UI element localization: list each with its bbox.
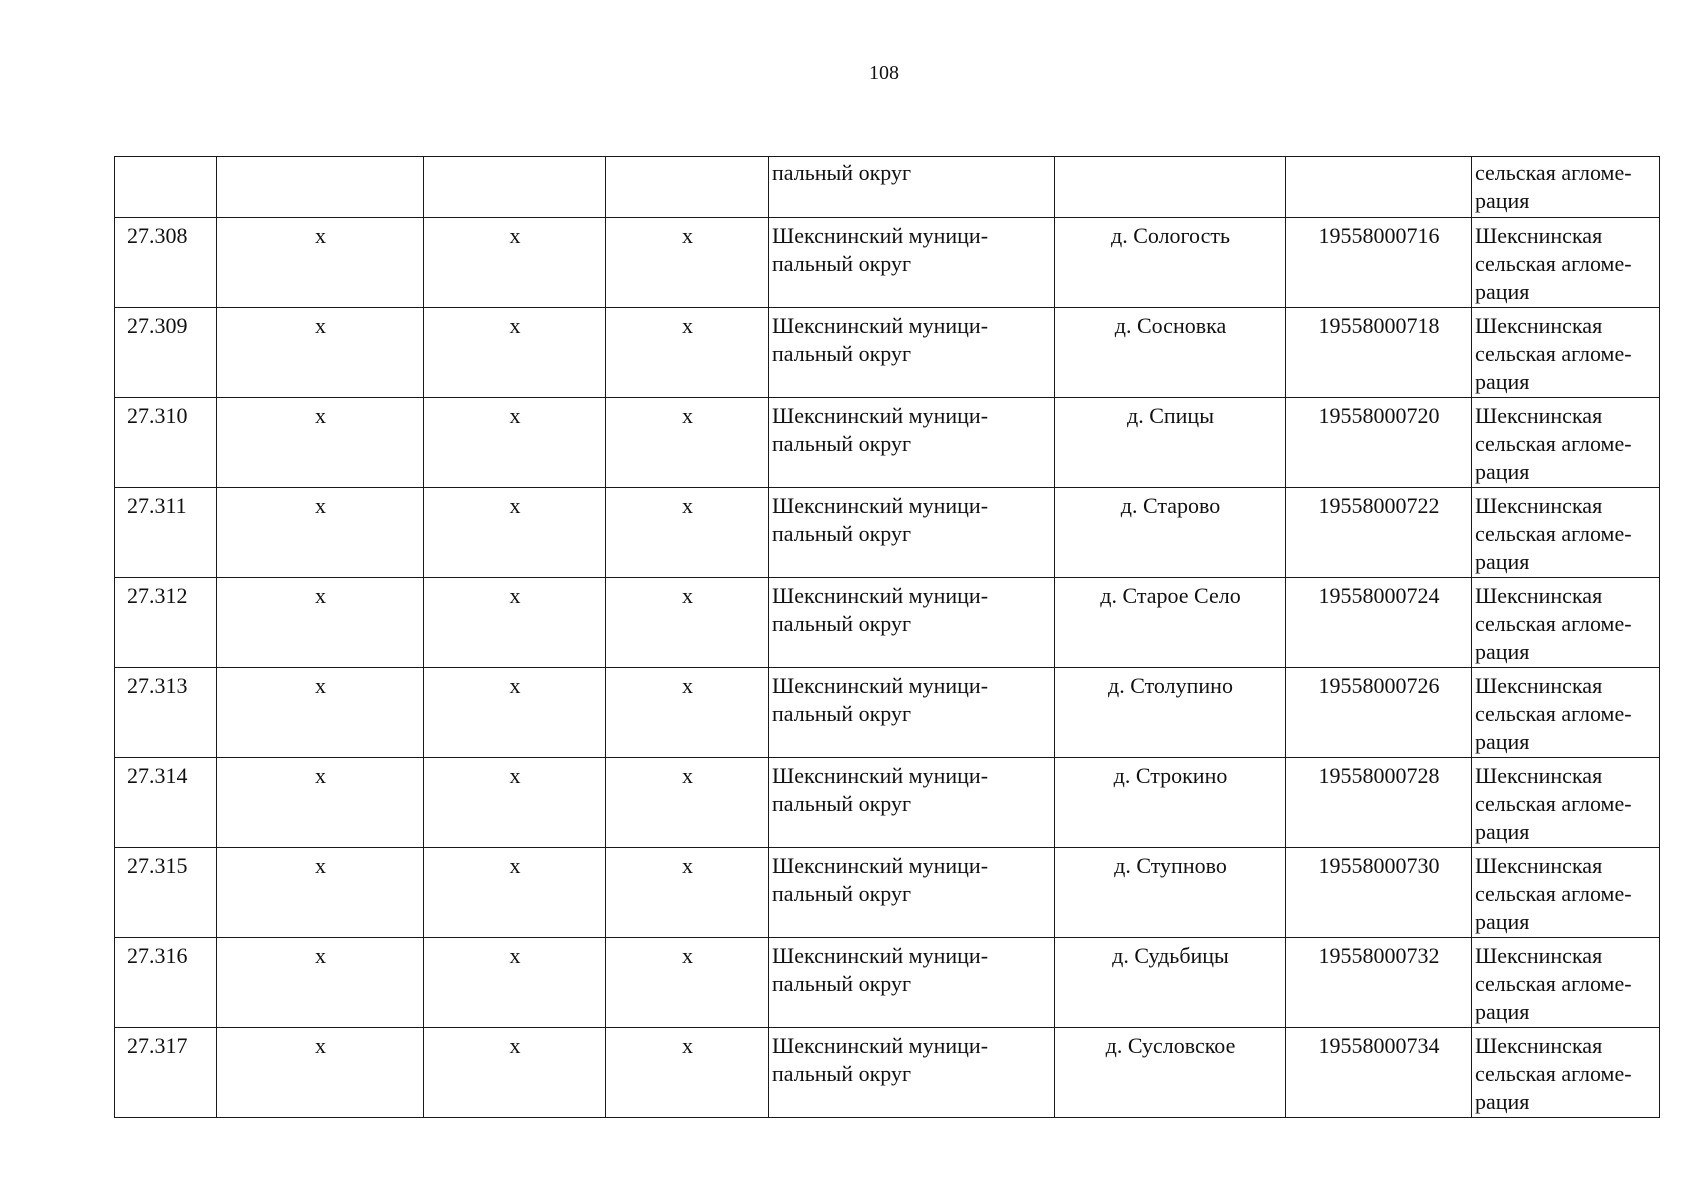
cell-locality: д. Старое Село: [1055, 578, 1286, 668]
cell-locality: д. Старово: [1055, 488, 1286, 578]
cell-x1: [217, 157, 424, 218]
cell-locality: д. Столупино: [1055, 668, 1286, 758]
cell-x2: x: [424, 218, 606, 308]
cell-locality: [1055, 157, 1286, 218]
cell-num: 27.316: [115, 938, 217, 1028]
cell-code: 19558000718: [1286, 308, 1472, 398]
cell-agglomeration: Шекснинская сельская агломе- рация: [1472, 668, 1660, 758]
cell-num: 27.317: [115, 1028, 217, 1118]
cell-code: 19558000728: [1286, 758, 1472, 848]
cell-x1: x: [217, 668, 424, 758]
cell-x2: x: [424, 578, 606, 668]
cell-num: 27.314: [115, 758, 217, 848]
cell-x2: [424, 157, 606, 218]
cell-x2: x: [424, 488, 606, 578]
table-row: [115, 398, 1660, 488]
cell-district: Шекснинский муници- пальный округ: [769, 218, 1055, 308]
cell-locality: д. Сологость: [1055, 218, 1286, 308]
cell-code: 19558000720: [1286, 398, 1472, 488]
cell-x3: x: [606, 398, 769, 488]
table-body: [115, 157, 1660, 1118]
cell-agglomeration: Шекснинская сельская агломе- рация: [1472, 758, 1660, 848]
table-row: [115, 848, 1660, 938]
cell-agglomeration: Шекснинская сельская агломе- рация: [1472, 848, 1660, 938]
cell-num: 27.308: [115, 218, 217, 308]
cell-district: Шекснинский муници- пальный округ: [769, 578, 1055, 668]
cell-num: 27.309: [115, 308, 217, 398]
cell-num: [115, 157, 217, 218]
cell-x2: x: [424, 308, 606, 398]
cell-num: 27.315: [115, 848, 217, 938]
cell-district: Шекснинский муници- пальный округ: [769, 488, 1055, 578]
table-row: [115, 308, 1660, 398]
table-row: [115, 488, 1660, 578]
cell-locality: д. Сусловское: [1055, 1028, 1286, 1118]
table-row: [115, 668, 1660, 758]
cell-x2: x: [424, 938, 606, 1028]
cell-num: 27.310: [115, 398, 217, 488]
cell-x3: [606, 157, 769, 218]
cell-district: Шекснинский муници- пальный округ: [769, 398, 1055, 488]
cell-x2: x: [424, 1028, 606, 1118]
cell-locality: д. Ступново: [1055, 848, 1286, 938]
cell-district: Шекснинский муници- пальный округ: [769, 848, 1055, 938]
cell-x3: x: [606, 938, 769, 1028]
cell-x1: x: [217, 848, 424, 938]
cell-num: 27.312: [115, 578, 217, 668]
cell-x1: x: [217, 488, 424, 578]
cell-x1: x: [217, 308, 424, 398]
cell-locality: д. Сосновка: [1055, 308, 1286, 398]
cell-district: Шекснинский муници- пальный округ: [769, 308, 1055, 398]
cell-x3: x: [606, 1028, 769, 1118]
cell-agglomeration: Шекснинская сельская агломе- рация: [1472, 308, 1660, 398]
table-row: [115, 218, 1660, 308]
cell-locality: д. Судьбицы: [1055, 938, 1286, 1028]
cell-code: 19558000716: [1286, 218, 1472, 308]
cell-agglomeration: Шекснинская сельская агломе- рация: [1472, 1028, 1660, 1118]
page-number: 108: [869, 62, 899, 84]
cell-agglomeration: сельская агломе- рация: [1472, 157, 1660, 218]
cell-agglomeration: Шекснинская сельская агломе- рация: [1472, 398, 1660, 488]
cell-x3: x: [606, 308, 769, 398]
cell-agglomeration: Шекснинская сельская агломе- рация: [1472, 938, 1660, 1028]
cell-x2: x: [424, 848, 606, 938]
cell-x1: x: [217, 1028, 424, 1118]
cell-district: Шекснинский муници- пальный округ: [769, 668, 1055, 758]
cell-code: 19558000726: [1286, 668, 1472, 758]
cell-district: Шекснинский муници- пальный округ: [769, 758, 1055, 848]
table-row: [115, 1028, 1660, 1118]
cell-locality: д. Спицы: [1055, 398, 1286, 488]
cell-x2: x: [424, 668, 606, 758]
cell-agglomeration: Шекснинская сельская агломе- рация: [1472, 218, 1660, 308]
cell-x2: x: [424, 758, 606, 848]
cell-agglomeration: Шекснинская сельская агломе- рация: [1472, 578, 1660, 668]
cell-x1: x: [217, 578, 424, 668]
cell-x3: x: [606, 758, 769, 848]
settlements-table: [114, 156, 1660, 1118]
cell-code: 19558000724: [1286, 578, 1472, 668]
cell-district: пальный округ: [769, 157, 1055, 218]
cell-district: Шекснинский муници- пальный округ: [769, 938, 1055, 1028]
table-row-continuation: [115, 157, 1660, 218]
cell-code: 19558000730: [1286, 848, 1472, 938]
cell-x1: x: [217, 758, 424, 848]
cell-x3: x: [606, 848, 769, 938]
cell-x3: x: [606, 578, 769, 668]
cell-locality: д. Строкино: [1055, 758, 1286, 848]
cell-code: 19558000734: [1286, 1028, 1472, 1118]
table-row: [115, 578, 1660, 668]
cell-code: [1286, 157, 1472, 218]
cell-num: 27.311: [115, 488, 217, 578]
cell-code: 19558000732: [1286, 938, 1472, 1028]
table-row: [115, 758, 1660, 848]
cell-num: 27.313: [115, 668, 217, 758]
cell-agglomeration: Шекснинская сельская агломе- рация: [1472, 488, 1660, 578]
cell-x2: x: [424, 398, 606, 488]
cell-x3: x: [606, 218, 769, 308]
cell-x1: x: [217, 938, 424, 1028]
cell-x3: x: [606, 668, 769, 758]
cell-code: 19558000722: [1286, 488, 1472, 578]
cell-x1: x: [217, 218, 424, 308]
table-row: [115, 938, 1660, 1028]
cell-district: Шекснинский муници- пальный округ: [769, 1028, 1055, 1118]
cell-x1: x: [217, 398, 424, 488]
cell-x3: x: [606, 488, 769, 578]
